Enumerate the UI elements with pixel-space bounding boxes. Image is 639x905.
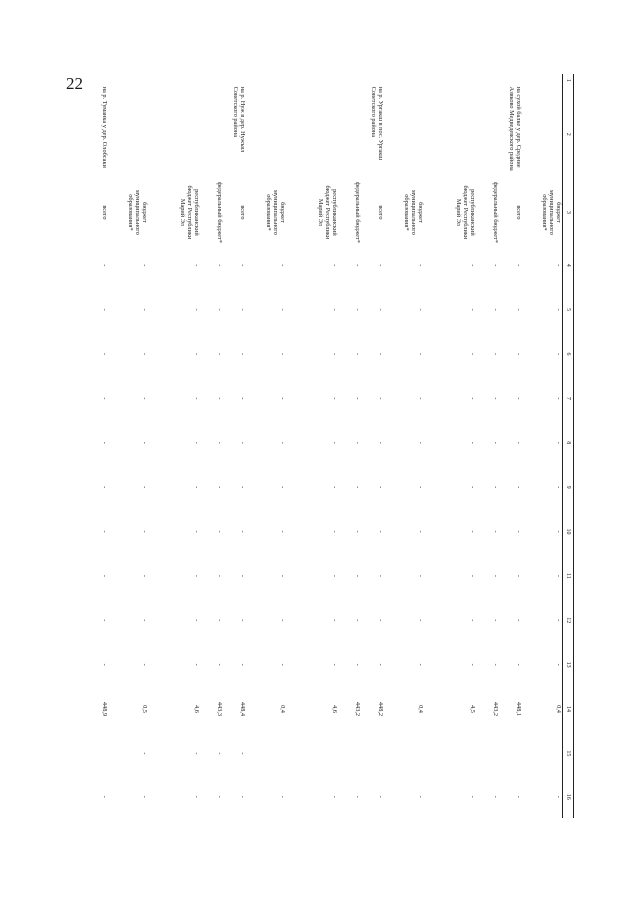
table-cell: - — [354, 486, 361, 489]
table-cell — [522, 731, 563, 775]
table-cell: - — [193, 352, 200, 356]
table-cell: - — [279, 264, 286, 267]
table-cell: - — [492, 397, 499, 400]
table-cell: - — [417, 397, 424, 400]
table-cell: 0,5 — [141, 705, 148, 713]
table-cell: республиканский бюджет Республики Марий Эл — [455, 185, 476, 240]
table-cell: федеральный бюджет* — [354, 181, 361, 243]
table-cell: - — [331, 486, 338, 489]
table-cell: республиканский бюджет Республики Марий Эл — [179, 185, 200, 240]
table-cell — [384, 74, 424, 87]
table-cell: - — [279, 308, 286, 311]
column-header-12: 12 — [563, 598, 574, 642]
table-cell — [286, 74, 338, 87]
table-cell: - — [492, 574, 499, 577]
table-cell: - — [354, 530, 361, 533]
table-cell: на сухой балке у дер. Средние Азяково Медведевского района — [508, 86, 522, 171]
table-cell: - — [239, 486, 246, 489]
table-header-row — [563, 74, 574, 818]
table-cell: - — [239, 264, 246, 267]
table-cell: - — [492, 441, 499, 444]
table-cell — [424, 731, 476, 775]
table-cell: - — [417, 264, 424, 267]
table-cell: - — [193, 530, 200, 533]
table-cell — [246, 74, 286, 87]
table-row — [108, 74, 148, 818]
column-header-3: 3 — [563, 182, 574, 243]
table-cell: - — [555, 486, 562, 489]
column-header-5: 5 — [563, 287, 574, 331]
table-cell: - — [239, 441, 246, 444]
table-cell — [338, 74, 361, 87]
table-cell: - — [331, 308, 338, 311]
table-cell: - — [101, 397, 108, 400]
table-cell: на р. Ургакш в пос. Ургакш Советского района — [370, 86, 384, 161]
table-cell: - — [354, 441, 361, 444]
table-row — [338, 74, 361, 818]
table-cell: - — [101, 441, 108, 444]
table-cell: - — [101, 352, 108, 356]
table-cell: - — [515, 795, 522, 798]
table-cell: 448,9 — [101, 701, 108, 717]
table-cell — [286, 87, 338, 182]
table-cell: - — [377, 308, 384, 311]
table-cell: - — [377, 397, 384, 400]
table-cell: - — [193, 441, 200, 444]
table-cell: - — [216, 752, 223, 755]
table-cell: - — [216, 486, 223, 489]
table-row — [246, 74, 286, 818]
table-cell: - — [555, 264, 562, 267]
table-cell: - — [101, 486, 108, 489]
table-cell: 0,4 — [279, 705, 286, 713]
table-cell: бюджет муниципального образования* — [403, 189, 424, 235]
table-cell: - — [216, 574, 223, 577]
table-cell: - — [354, 619, 361, 622]
table-cell: - — [555, 574, 562, 577]
table-cell: - — [515, 486, 522, 489]
column-header-9: 9 — [563, 465, 574, 509]
table-cell: - — [377, 352, 384, 356]
table-cell — [361, 731, 384, 775]
table-cell — [200, 87, 223, 182]
table-cell: - — [417, 574, 424, 577]
table-cell: - — [469, 619, 476, 622]
table-cell: - — [331, 663, 338, 666]
table-cell: - — [141, 308, 148, 311]
table-row — [223, 74, 246, 818]
table-cell: - — [515, 397, 522, 400]
table-cell: - — [492, 308, 499, 311]
table-cell: - — [141, 574, 148, 577]
table-cell: - — [417, 530, 424, 533]
table-cell: - — [216, 352, 223, 356]
table-cell: на р. Туманка у дер. Олобсаки — [101, 86, 108, 168]
rotated-table-page — [85, 74, 574, 818]
table-row — [286, 74, 338, 818]
table-cell: 0,4 — [417, 705, 424, 713]
table-cell: - — [417, 619, 424, 622]
table-cell: бюджет муниципального образования* — [127, 189, 148, 235]
table-cell: - — [354, 795, 361, 798]
table-cell: - — [469, 264, 476, 267]
column-header-2: 2 — [563, 87, 574, 182]
table-cell: - — [279, 530, 286, 533]
table-cell: - — [331, 530, 338, 533]
table-cell: федеральный бюджет* — [216, 181, 223, 243]
table-cell — [384, 731, 424, 775]
table-cell — [499, 731, 522, 775]
table-cell: бюджет муниципального образования* — [265, 189, 286, 235]
table-cell: - — [239, 619, 246, 622]
table-cell: - — [279, 619, 286, 622]
table-cell: - — [216, 264, 223, 267]
table-cell: - — [417, 663, 424, 666]
table-cell: - — [555, 619, 562, 622]
table-cell: - — [216, 795, 223, 798]
table-cell: - — [216, 308, 223, 311]
table-cell: - — [417, 486, 424, 489]
table-cell: - — [515, 308, 522, 311]
table-cell: - — [193, 619, 200, 622]
table-cell: - — [279, 795, 286, 798]
table-cell: - — [216, 441, 223, 444]
table-cell: - — [377, 441, 384, 444]
table-cell — [246, 87, 286, 182]
table-cell: всего — [377, 205, 384, 220]
column-header-14: 14 — [563, 687, 574, 731]
column-header-11: 11 — [563, 554, 574, 598]
table-cell: - — [331, 264, 338, 267]
table-cell: - — [279, 486, 286, 489]
table-row — [148, 74, 200, 818]
table-cell: - — [354, 308, 361, 311]
table-cell: - — [239, 352, 246, 356]
table-cell: - — [141, 264, 148, 267]
table-cell: - — [239, 397, 246, 400]
table-cell: - — [354, 663, 361, 666]
table-cell: - — [193, 308, 200, 311]
table-cell: бюджет муниципального образования* — [541, 189, 562, 235]
table-cell: - — [515, 441, 522, 444]
table-cell — [223, 74, 246, 87]
table-cell: - — [141, 441, 148, 444]
table-cell: - — [101, 574, 108, 577]
table-cell: - — [141, 795, 148, 798]
table-cell: федеральный бюджет* — [492, 181, 499, 243]
table-cell: - — [193, 663, 200, 666]
column-header-4: 4 — [563, 243, 574, 287]
table-cell: - — [279, 441, 286, 444]
table-cell: - — [469, 397, 476, 400]
table-cell: - — [101, 619, 108, 622]
table-cell: - — [515, 619, 522, 622]
table-cell: - — [239, 308, 246, 311]
table-cell — [85, 74, 108, 87]
table-cell: - — [492, 264, 499, 267]
table-cell: - — [239, 530, 246, 533]
table-cell: - — [377, 663, 384, 666]
table-cell: - — [354, 264, 361, 267]
table-cell: - — [141, 619, 148, 622]
table-cell: всего — [515, 205, 522, 220]
table-cell: - — [377, 264, 384, 267]
table-cell: - — [469, 574, 476, 577]
table-cell: - — [331, 352, 338, 356]
table-cell: 448,1 — [515, 701, 522, 717]
table-cell: - — [141, 663, 148, 666]
table-cell — [361, 74, 384, 87]
table-cell — [522, 74, 563, 87]
table-cell: 448,4 — [239, 701, 246, 717]
table-cell: - — [141, 352, 148, 356]
table-row — [424, 74, 476, 818]
table-cell: - — [279, 352, 286, 356]
table-row — [200, 74, 223, 818]
column-header-1: 1 — [563, 74, 574, 87]
table-cell: - — [515, 574, 522, 577]
column-header-7: 7 — [563, 376, 574, 420]
table-cell: - — [377, 530, 384, 533]
table-cell — [424, 87, 476, 182]
table-cell: - — [492, 795, 499, 798]
table-cell: - — [216, 397, 223, 400]
table-cell: - — [515, 264, 522, 267]
table-cell: 0,4 — [555, 705, 562, 713]
table-cell — [499, 74, 522, 87]
table-cell — [108, 87, 148, 182]
table-cell: - — [555, 530, 562, 533]
column-header-16: 16 — [563, 776, 574, 818]
table-cell: - — [239, 574, 246, 577]
table-cell: - — [193, 574, 200, 577]
table-cell: всего — [239, 205, 246, 220]
table-cell: на р. Нуж в дер. Нужъял Советского района — [232, 86, 246, 153]
table-cell: - — [216, 663, 223, 666]
table-cell — [338, 87, 361, 182]
table-cell: - — [239, 663, 246, 666]
table-cell: 4,6 — [193, 705, 200, 713]
column-header-13: 13 — [563, 642, 574, 686]
table-cell: - — [555, 795, 562, 798]
table-cell — [476, 74, 499, 87]
table-cell: - — [377, 486, 384, 489]
table-cell: - — [193, 264, 200, 267]
table-cell: - — [469, 441, 476, 444]
table-cell: - — [193, 795, 200, 798]
table-cell: республиканский бюджет Республики Марий Эл — [317, 185, 338, 240]
table-cell: - — [193, 397, 200, 400]
table-cell — [476, 731, 499, 775]
table-cell: 443,2 — [492, 701, 499, 717]
table-cell: - — [377, 574, 384, 577]
table-cell: - — [555, 397, 562, 400]
table-cell: - — [515, 530, 522, 533]
table-cell: - — [469, 795, 476, 798]
table-cell: - — [492, 663, 499, 666]
table-cell: - — [141, 530, 148, 533]
table-cell: - — [492, 530, 499, 533]
table-cell: - — [377, 795, 384, 798]
table-cell: 4,6 — [331, 705, 338, 713]
table-cell: - — [331, 441, 338, 444]
table-cell: - — [239, 795, 246, 798]
table-cell: - — [469, 486, 476, 489]
table-cell: - — [417, 795, 424, 798]
table-cell: - — [417, 308, 424, 311]
table-cell — [522, 87, 563, 182]
table-cell — [108, 74, 148, 87]
table-cell: - — [101, 795, 108, 798]
table-cell: - — [555, 441, 562, 444]
table-cell — [286, 731, 338, 775]
table-cell: 4,5 — [469, 705, 476, 713]
table-cell — [338, 731, 361, 775]
table-cell: - — [492, 619, 499, 622]
table-body — [85, 74, 563, 818]
column-header-6: 6 — [563, 332, 574, 376]
table-cell: - — [555, 663, 562, 666]
table-cell: - — [193, 486, 200, 489]
table-row — [85, 74, 108, 818]
table-cell — [85, 731, 108, 775]
column-header-8: 8 — [563, 421, 574, 465]
column-header-10: 10 — [563, 509, 574, 553]
table-cell: - — [279, 397, 286, 400]
table-cell: - — [354, 397, 361, 400]
table-cell — [424, 74, 476, 87]
table-row — [499, 74, 522, 818]
table-cell: - — [515, 663, 522, 666]
table-cell: - — [101, 264, 108, 267]
table-cell: - — [331, 574, 338, 577]
table-cell: - — [469, 663, 476, 666]
table-cell — [246, 731, 286, 775]
table-cell: всего — [101, 205, 108, 220]
table-cell: - — [469, 308, 476, 311]
table-cell: - — [331, 397, 338, 400]
table-cell: - — [101, 530, 108, 533]
table-cell: - — [555, 308, 562, 311]
table-cell: 443,3 — [216, 701, 223, 717]
table-cell: - — [331, 795, 338, 798]
table-cell: - — [417, 441, 424, 444]
table-cell — [384, 87, 424, 182]
table-cell: - — [354, 352, 361, 356]
budget-table — [85, 74, 574, 818]
table-cell: - — [101, 308, 108, 311]
table-cell: - — [279, 663, 286, 666]
page-number: 22 — [66, 74, 83, 93]
table-cell: 443,2 — [354, 701, 361, 717]
table-cell — [148, 74, 200, 87]
column-header-15: 15 — [563, 731, 574, 775]
table-cell: 448,2 — [377, 701, 384, 717]
table-cell: - — [515, 352, 522, 356]
table-row — [361, 74, 384, 818]
table-cell: - — [216, 619, 223, 622]
table-cell: - — [331, 619, 338, 622]
table-cell: - — [279, 574, 286, 577]
table-cell: - — [417, 352, 424, 356]
table-row — [384, 74, 424, 818]
table-cell: - — [141, 486, 148, 489]
table-cell: - — [141, 397, 148, 400]
table-row — [522, 74, 563, 818]
table-cell: - — [555, 352, 562, 356]
table-cell: - — [354, 574, 361, 577]
table-cell — [200, 74, 223, 87]
table-cell: - — [141, 752, 148, 755]
table-cell: - — [492, 352, 499, 356]
table-row — [476, 74, 499, 818]
table-cell: - — [216, 530, 223, 533]
table-cell — [148, 87, 200, 182]
table-cell: - — [101, 663, 108, 666]
table-cell: - — [239, 752, 246, 755]
table-cell — [476, 87, 499, 182]
table-cell: - — [492, 486, 499, 489]
table-cell: - — [193, 752, 200, 755]
table-cell: - — [469, 530, 476, 533]
table-cell: - — [469, 352, 476, 356]
table-cell: - — [377, 619, 384, 622]
